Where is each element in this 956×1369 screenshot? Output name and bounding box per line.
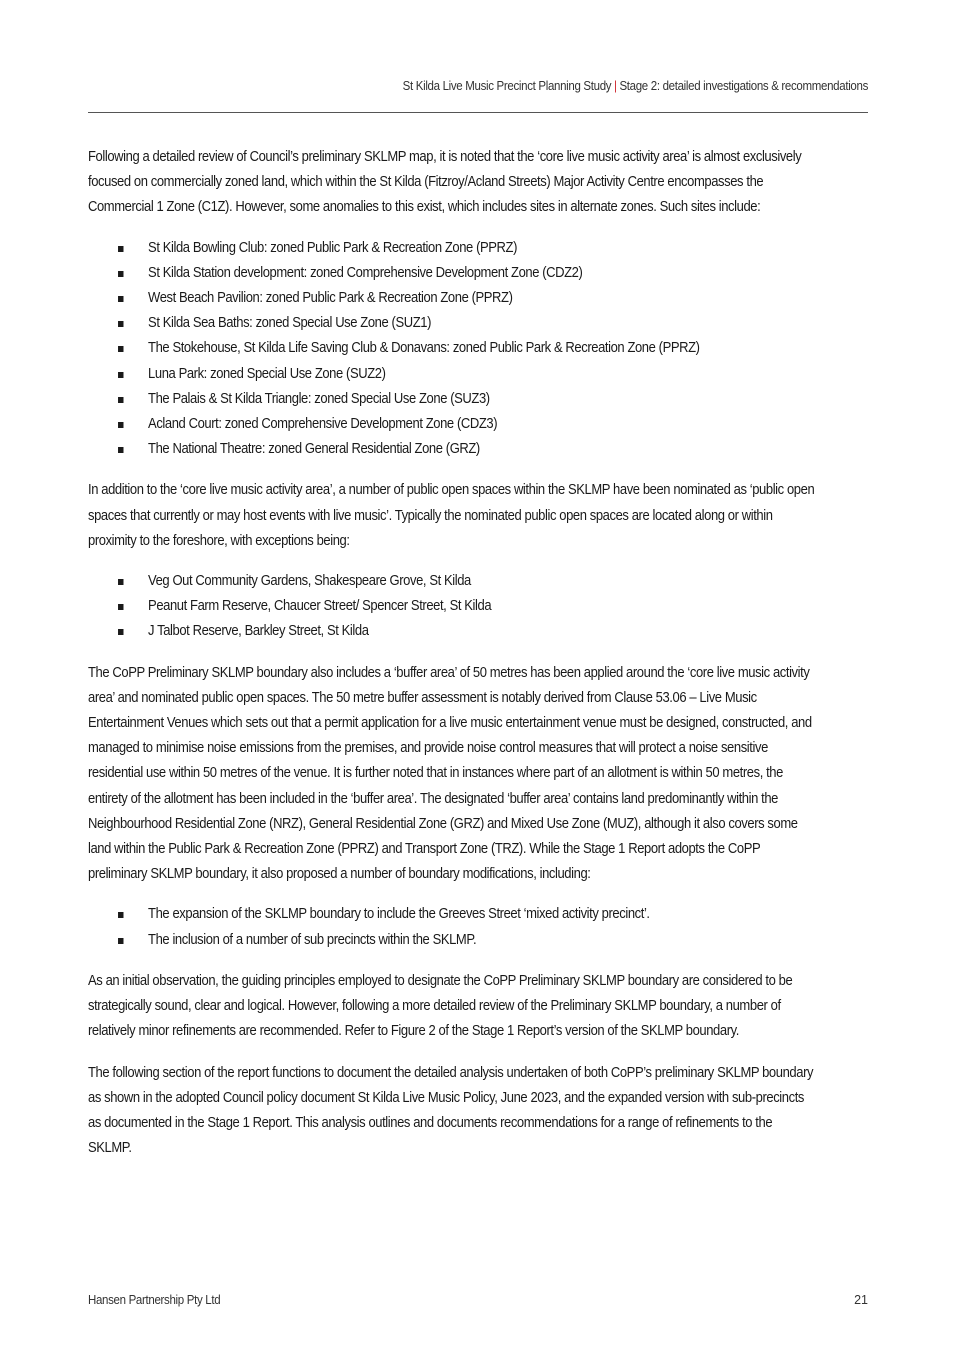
bullet-icon: [118, 397, 123, 403]
list-item: Peanut Farm Reserve, Chaucer Street/ Spencer Street, St Kilda: [88, 594, 816, 619]
bullet-icon: [118, 912, 123, 918]
bullet-icon: [118, 938, 123, 944]
header-divider: [88, 112, 868, 113]
bullet-icon: [118, 447, 123, 453]
paragraph-following-section: The following section of the report functions to document the detailed analysis undertaken of both CoPP’s preliminary SKLMP boundary as shown in the adopted Council policy document St Kilda Live Music Policy, June 2023, and the expanded version with sub-precincts as documented in the Stage 1 Report. This analysis outlines and documents recommendations for a range of refinements to the SKLMP.: [88, 1064, 814, 1157]
bullet-icon: [118, 629, 123, 635]
zones-list: [88, 236, 816, 463]
list-item: Veg Out Community Gardens, Shakespeare Grove, St Kilda: [88, 569, 816, 594]
header-title: St Kilda Live Music Precinct Planning Study: [402, 79, 612, 93]
paragraph-buffer-area: The CoPP Preliminary SKLMP boundary also includes a ‘buffer area’ of 50 metres has been applied around the ‘core live music activity area’ and nominated public open spaces. The 50 metre buffer assessment is notably derived from Clause 53.06 – Live Music Entertainment Venues which sets out that a permit application for a live music entertainment venue must be designed, constructed, and managed to minimise noise emissions from the premises, and provide noise control measures that will protect a noise sensitive residential use within 50 metres of the venue. It is further noted that in instances where part of an allotment is within 50 metres, the entirety of the allotment has been included in the ‘buffer area’. The designated ‘buffer area’ contains land predominantly within the Neighbourhood Residential Zone (NRZ), General Residential Zone (GRZ) and Mixed Use Zone (MUZ), although it also covers some land within the Public Park & Recreation Zone (PPRZ) and Transport Zone (TRZ). While the Stage 1 Report adopts the CoPP preliminary SKLMP boundary, it also proposed a number of boundary modifications, including:: [88, 664, 812, 883]
footer-company: Hansen Partnership Pty Ltd: [88, 1293, 221, 1307]
page-number: 21: [854, 1293, 868, 1307]
header-separator: |: [614, 79, 617, 93]
header-subtitle: Stage 2: detailed investigations & recommendations: [619, 79, 868, 93]
page-body: [88, 145, 816, 1161]
bullet-icon: [118, 246, 123, 252]
modifications-list: [88, 902, 816, 952]
list-item: The Stokehouse, St Kilda Life Saving Club & Donavans: zoned Public Park & Recreation Zone (PPRZ): [88, 336, 816, 361]
list-item: The National Theatre: zoned General Residential Zone (GRZ): [88, 437, 816, 462]
bullet-icon: [118, 346, 123, 352]
list-item: The expansion of the SKLMP boundary to include the Greeves Street ‘mixed activity precinct’.: [88, 902, 816, 927]
page-header: [150, 79, 868, 93]
bullet-icon: [118, 604, 123, 610]
paragraph-observation: As an initial observation, the guiding principles employed to designate the CoPP Preliminary SKLMP boundary are considered to be strategically sound, clear and logical. However, following a more detailed review of the Preliminary SKLMP boundary, a number of relatively minor refinements are recommended. Refer to Figure 2 of the Stage 1 Report’s version of the SKLMP boundary.: [88, 972, 793, 1040]
bullet-icon: [118, 422, 123, 428]
list-item: The Palais & St Kilda Triangle: zoned Special Use Zone (SUZ3): [88, 387, 816, 412]
paragraph-open-spaces: In addition to the ‘core live music activity area’, a number of public open spaces within the SKLMP have been nominated as ‘public open spaces that currently or may host events with live music’. Typically the nominated public open spaces are located along or within proximity to the foreshore, with exceptions being:: [88, 482, 815, 549]
list-item: The inclusion of a number of sub precincts within the SKLMP.: [88, 928, 816, 953]
open-spaces-list: [88, 569, 816, 645]
list-item: St Kilda Station development: zoned Comprehensive Development Zone (CDZ2): [88, 261, 816, 286]
bullet-icon: [118, 296, 123, 302]
bullet-icon: [118, 372, 123, 378]
paragraph-intro: Following a detailed review of Council’s preliminary SKLMP map, it is noted that the ‘core live music activity area’ is almost exclusively focused on commercially zoned land, which within the St Kilda (Fitzroy/Acland Streets) Major Activity Centre encompasses the Commercial 1 Zone (C1Z). However, some anomalies to this exist, which includes sites in alternate zones. Such sites include:: [88, 149, 802, 216]
list-item: West Beach Pavilion: zoned Public Park & Recreation Zone (PPRZ): [88, 286, 816, 311]
bullet-icon: [118, 579, 123, 585]
bullet-icon: [118, 321, 123, 327]
bullet-icon: [118, 271, 123, 277]
list-item: St Kilda Sea Baths: zoned Special Use Zone (SUZ1): [88, 311, 816, 336]
list-item: Luna Park: zoned Special Use Zone (SUZ2): [88, 362, 816, 387]
list-item: Acland Court: zoned Comprehensive Development Zone (CDZ3): [88, 412, 816, 437]
list-item: J Talbot Reserve, Barkley Street, St Kilda: [88, 619, 816, 644]
list-item: St Kilda Bowling Club: zoned Public Park & Recreation Zone (PPRZ): [88, 236, 816, 261]
